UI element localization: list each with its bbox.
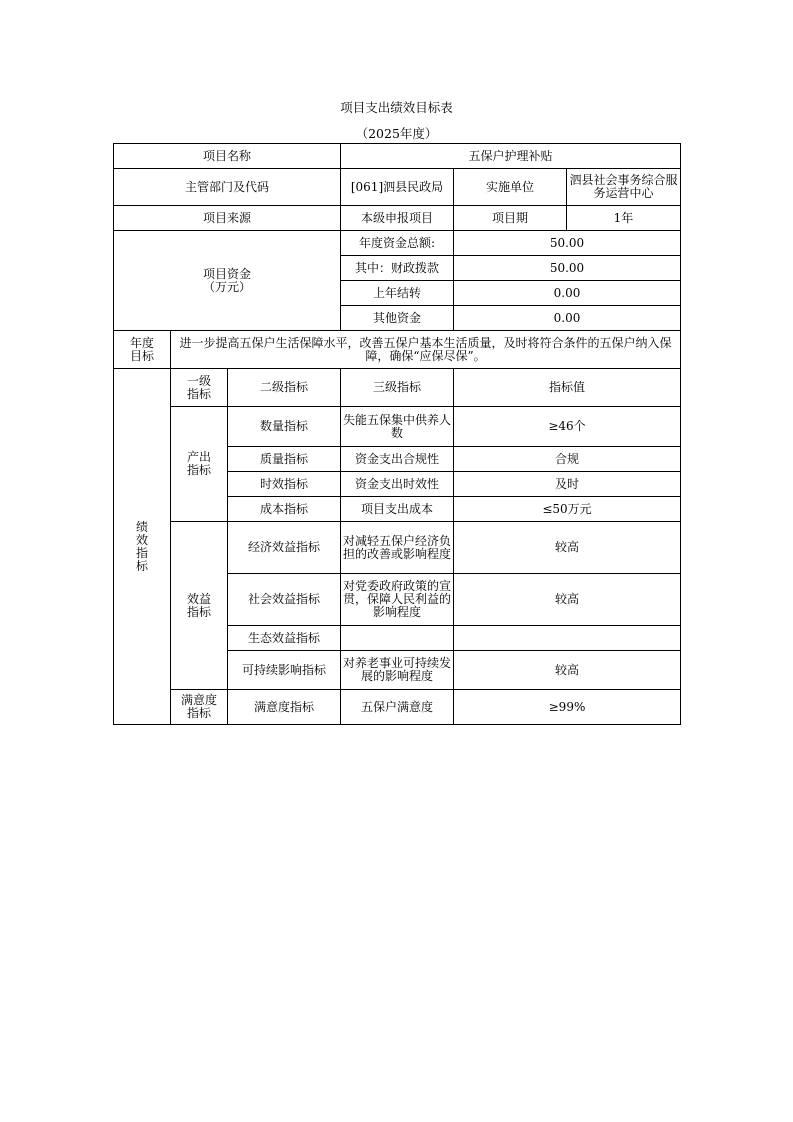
table-row [114,522,681,574]
funds-label [114,231,341,331]
level3-cell: 对养老事业可持续发展的影响程度 [341,651,454,690]
total-funds-value: 50.00 [454,231,681,256]
value-cell: 及时 [454,472,681,497]
annual-goal-label-line1: 年度 [129,335,154,350]
header-level2: 二级指标 [228,369,341,407]
level3-cell: 项目支出成本 [341,497,454,522]
value-cell: ≥99% [454,690,681,725]
level3-cell: 资金支出合规性 [341,447,454,472]
level3-cell: 五保户满意度 [341,690,454,725]
performance-section-label [114,369,171,725]
period-label: 项目期 [454,206,567,231]
level3-cell: 失能五保集中供养人数 [341,407,454,447]
level3-cell: 资金支出时效性 [341,472,454,497]
output-indicator-label [171,407,228,522]
performance-section-label-text: 绩效指标 [135,519,148,573]
satisfaction-indicator-label-text: 满意度指标 [180,693,217,720]
source-label: 项目来源 [114,206,341,231]
fiscal-funds-value: 50.00 [454,256,681,281]
level2-cell: 质量指标 [228,447,341,472]
value-cell: ≥46个 [454,407,681,447]
value-cell: 较高 [454,651,681,690]
value-cell: ≤50万元 [454,497,681,522]
value-cell: 较高 [454,574,681,626]
impl-unit-value: 泗县社会事务综合服务运营中心 [567,169,681,206]
project-name-value: 五保户护理补贴 [341,144,681,169]
table-row [114,369,681,407]
level2-cell: 数量指标 [228,407,341,447]
level2-cell: 成本指标 [228,497,341,522]
value-cell: 较高 [454,522,681,574]
table-row [114,169,681,206]
page-subtitle-year: （2025年度） [355,126,438,141]
benefit-indicator-label [171,522,228,690]
level2-cell: 经济效益指标 [228,522,341,574]
benefit-indicator-label-text: 效益指标 [186,591,211,619]
level2-cell: 时效指标 [228,472,341,497]
table-row [114,206,681,231]
annual-goal-text: 进一步提高五保户生活保障水平，改善五保户基本生活质量，及时将符合条件的五保户纳入保障，确保“应保尽保”。 [171,331,681,369]
dept-value: [061]泗县民政局 [341,169,454,206]
carryover-value: 0.00 [454,281,681,306]
header-level1 [171,369,228,407]
level2-cell: 社会效益指标 [228,574,341,626]
annual-goal-label-line2: 目标 [129,348,154,363]
dept-label: 主管部门及代码 [114,169,341,206]
level3-cell: 对党委政府政策的宣贯，保障人民利益的影响程度 [341,574,454,626]
table-row [114,407,681,447]
impl-unit-label: 实施单位 [454,169,567,206]
performance-table [113,143,681,725]
value-cell [454,626,681,651]
period-value: 1年 [567,206,681,231]
carryover-label: 上年结转 [341,281,454,306]
level3-cell [341,626,454,651]
other-funds-value: 0.00 [454,306,681,331]
project-name-label: 项目名称 [114,144,341,169]
source-value: 本级申报项目 [341,206,454,231]
level2-cell: 满意度指标 [228,690,341,725]
total-funds-label: 年度资金总额: [341,231,454,256]
header-value: 指标值 [454,369,681,407]
output-indicator-label-text: 产出指标 [186,450,211,477]
table-row [114,331,681,369]
satisfaction-indicator-label [171,690,228,725]
funds-label-line2: （万元） [202,279,251,294]
page-title: 项目支出绩效目标表 [340,100,453,115]
table-row [114,144,681,169]
table-row [114,690,681,725]
level2-cell: 生态效益指标 [228,626,341,651]
annual-goal-label [114,331,171,369]
level3-cell: 对减轻五保户经济负担的改善或影响程度 [341,522,454,574]
level2-cell: 可持续影响指标 [228,651,341,690]
funds-label-line1: 项目资金 [202,266,251,281]
other-funds-label: 其他资金 [341,306,454,331]
fiscal-funds-label: 其中：财政拨款 [341,256,454,281]
value-cell: 合规 [454,447,681,472]
header-level1-text: 一级指标 [186,373,211,401]
header-level3: 三级指标 [341,369,454,407]
table-row [114,231,681,256]
